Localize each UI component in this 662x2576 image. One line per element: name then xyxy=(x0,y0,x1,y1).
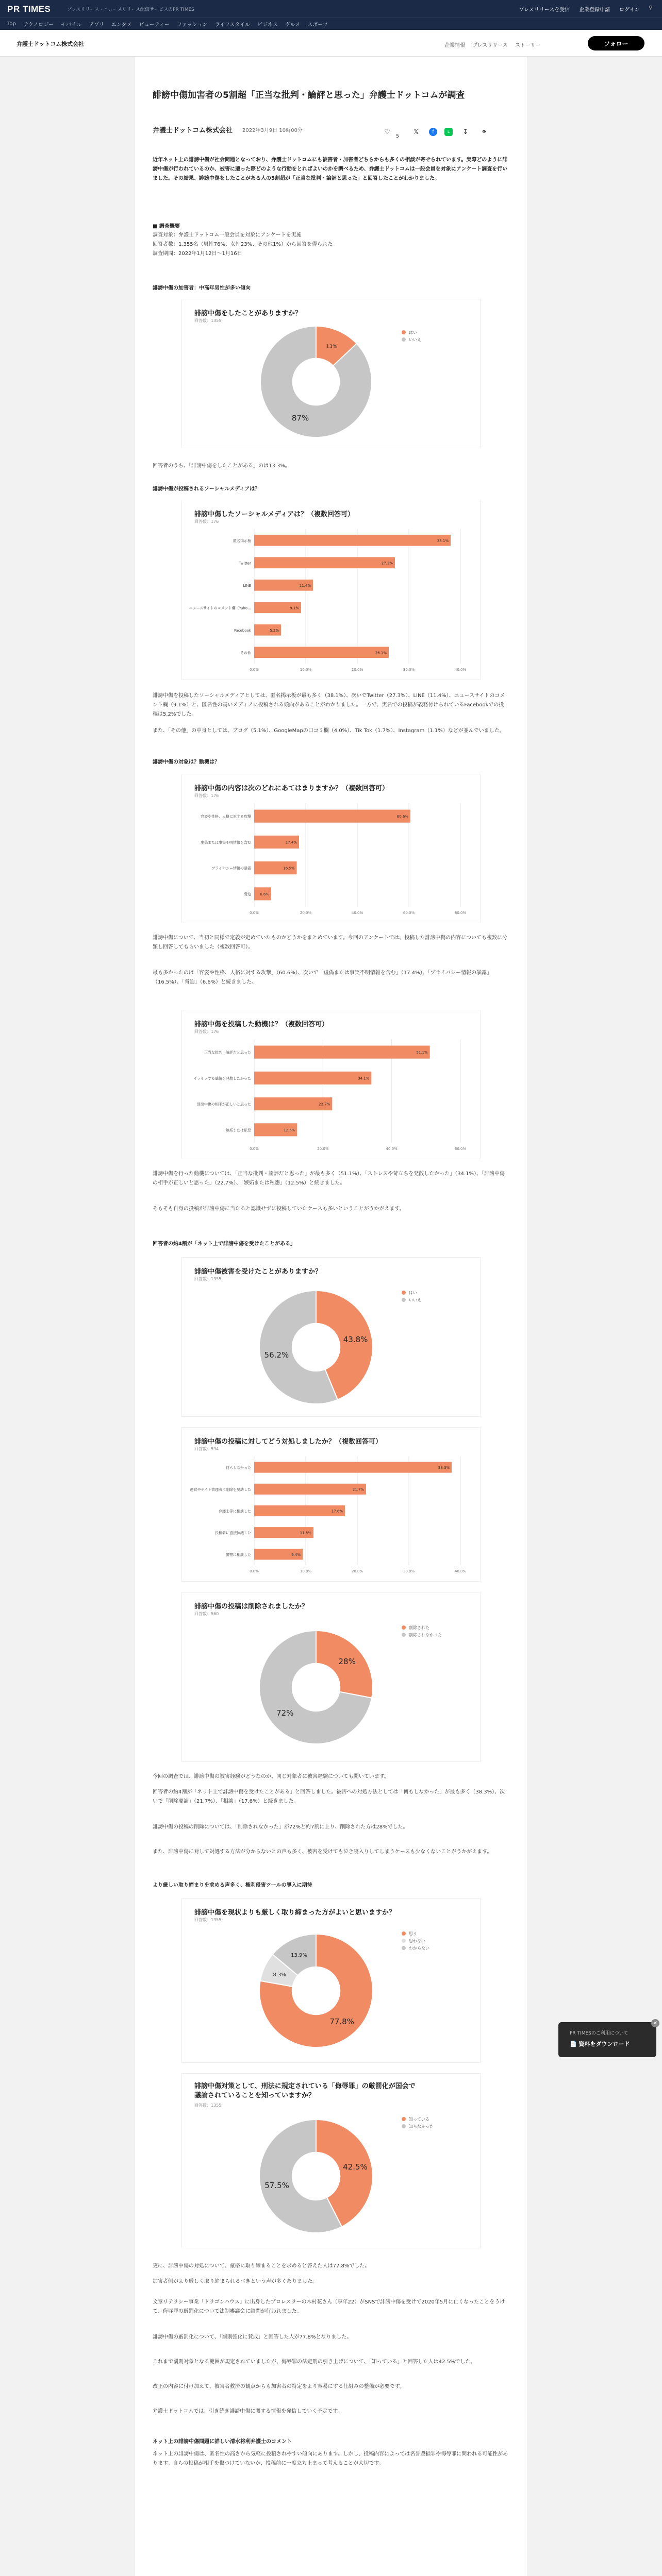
slice-label: 28% xyxy=(338,1657,356,1667)
tick-label: 40.0% xyxy=(454,668,467,672)
lead-paragraph: 近年ネット上の誹謗中傷が社会問題となっており、弁護士ドットコムにも被害者・加害者どちらからも多くの相談が寄せられています。実際どのように誹謗中傷が行われているのか、被害に遭った際どのような行動をとればよいのかを調べるため、弁護士ドットコムは一般会員を対象にアンケート調査を行いました。その結果、誹謗中傷をしたことがある人の5割超が「正当な批判・論評と思った」と回答したことがわかりました。 xyxy=(153,157,508,181)
heart-icon[interactable]: ♡ xyxy=(384,128,390,136)
legend-label: 思わない xyxy=(409,1939,425,1943)
tick-label: 20.0% xyxy=(300,911,312,915)
paragraph: 誹謗中傷を投稿したソーシャルメディアとしては、匿名掲示板が最も多く（38.1%）、次いでTwitter（27.3%）、LINE（11.4%）、ニュースサイトのコメント欄（9.1%）と、匿名性の高いメディアに投稿される傾向があることがわかりました。一方で、実名での投稿が義務付けられているFacebookでの投稿は5.2%でした。 xyxy=(153,693,505,717)
paragraph: 最も多かったのは「容姿や性格、人格に対する攻撃」（60.6%）、次いで「虚偽または事実不明情報を含む」（17.4%）、「プライバシー情報の暴露」（16.5%）、「脅迫」（6.6%）と続きました。 xyxy=(153,970,492,985)
category-label: ニュースサイトのコメント欄（Yaho… xyxy=(189,606,251,611)
article-date: 2022年3月9日 10時00分 xyxy=(242,128,303,133)
chart-subtitle: 回答数：176 xyxy=(194,1029,219,1034)
slice-label: 42.5% xyxy=(343,2162,368,2172)
chart-card xyxy=(181,774,481,923)
login-link[interactable]: ログイン xyxy=(619,7,640,13)
bar-value-label: 9.1% xyxy=(290,606,299,611)
chart-card xyxy=(181,1257,481,1417)
summary-line: 調査対象：弁護士ドットコム一般会員を対象にアンケートを実施 xyxy=(153,232,302,238)
summary-heading: ■ 調査概要 xyxy=(153,224,180,229)
legend-swatch xyxy=(402,1633,406,1637)
category-label: その他 xyxy=(240,651,251,655)
bar-value-label: 11.4% xyxy=(299,583,311,588)
nav-item[interactable]: ファッション xyxy=(176,22,208,28)
slice-label: 8.3% xyxy=(273,1972,286,1978)
paragraph: これまで罰則対象となる範囲が規定されていましたが、侮辱罪の法定刑の引き上げについて、「知っている」と回答した人は42.5%でした。 xyxy=(153,2359,476,2365)
category-label: 脅迫 xyxy=(244,892,251,896)
bar-value-label: 17.6% xyxy=(331,1509,343,1514)
chart-subtitle: 回答数：560 xyxy=(194,1612,219,1616)
legend-swatch xyxy=(402,2117,406,2121)
tick-label: 10.0% xyxy=(300,668,312,672)
bar-value-label: 16.5% xyxy=(283,866,295,871)
nav-item[interactable]: アプリ xyxy=(89,22,104,28)
summary-line: 回答者数：1,355名（男性76%、女性23%、その他1%）から回答を得られた。 xyxy=(153,242,338,247)
paragraph: 弁護士ドットコムでは、引き続き誹謗中傷に関する情報を発信していく予定です。 xyxy=(153,2409,343,2414)
bar xyxy=(254,647,389,658)
bar-chart xyxy=(182,525,481,677)
legend-label: 削除された xyxy=(409,1625,429,1630)
legend-swatch xyxy=(402,1931,406,1936)
tick-label: 20.0% xyxy=(351,1569,363,1573)
tick-label: 20.0% xyxy=(351,668,363,672)
legend-label: 思う xyxy=(409,1931,417,1936)
category-label: LINE xyxy=(243,583,251,588)
legend-label: 削除されなかった xyxy=(409,1633,442,1637)
document-icon: 📄 xyxy=(570,2041,579,2047)
section-heading: ネット上の誹謗中傷問題に詳しい清水将利弁護士のコメント xyxy=(153,2439,292,2445)
pie-chart xyxy=(182,1615,481,1759)
paragraph: 加害者側がより厳しく取り締まられるべきという声が多くありました。 xyxy=(153,2279,318,2284)
banner-line2 xyxy=(570,2040,630,2048)
category-label: Twitter xyxy=(239,561,251,566)
nav-item[interactable]: モバイル xyxy=(61,22,82,28)
chart-title: 誹謗中傷の内容は次のどれにあてはまりますか？（複数回答可） xyxy=(194,785,389,792)
chart-title: 誹謗中傷をしたことがありますか？ xyxy=(194,310,302,317)
bar-value-label: 22.7% xyxy=(319,1102,330,1107)
tick-label: 0.0% xyxy=(250,1147,259,1151)
paragraph: 誹謗中傷を行った動機については、「正当な批判・論評だと思った」が最も多く（51.1%）、「ストレスや苛立ちを発散したかった」（34.1%）、「誹謗中傷の相手が正しいと思った」（22.7%）、「嫉妬または私怨」（12.5%）と続きました。 xyxy=(153,1171,505,1186)
section-heading: 誹謗中傷の対象は？動機は？ xyxy=(153,759,220,765)
bar-value-label: 38.3% xyxy=(438,1466,450,1470)
chart-card xyxy=(181,500,481,680)
tick-label: 60.0% xyxy=(403,911,415,915)
chart-subtitle: 回答数：594 xyxy=(194,1447,219,1451)
legend-label: いいえ xyxy=(409,337,421,342)
pie-chart xyxy=(182,1921,481,2060)
line-share-icon[interactable]: L xyxy=(444,128,453,136)
nav-item[interactable]: スポーツ xyxy=(307,22,328,28)
slice-label: 77.8% xyxy=(329,2016,354,2026)
tick-label: 0.0% xyxy=(250,1569,259,1573)
tick-label: 0.0% xyxy=(250,911,259,915)
paragraph: 誹謗中傷について、当初と同様で定義が定めていたものかどうかをまとめています。今回のアンケートでは、投稿した誹謗中傷の内容についても複数に分類し回答してもらいました（複数回答可）。 xyxy=(153,935,507,950)
legend-label: はい xyxy=(409,330,417,335)
slice-label: 72% xyxy=(276,1708,294,1718)
legend-label: 知っている xyxy=(409,2117,429,2122)
category-label: イライラする感情を発散したかった xyxy=(193,1076,251,1081)
site-tagline: プレスリリース・ニュースリリース配信サービスのPR TIMES xyxy=(67,7,194,12)
tick-label: 40.0% xyxy=(351,911,363,915)
category-label: Facebook xyxy=(234,628,251,633)
pie-chart xyxy=(182,1280,481,1414)
pie-chart xyxy=(182,2107,481,2246)
category-nav xyxy=(0,18,662,30)
slice-label: 43.8% xyxy=(343,1334,368,1344)
slice-label: 13.9% xyxy=(291,1953,307,1959)
legend-swatch xyxy=(402,1625,406,1630)
article-company[interactable]: 弁護士ドットコム株式会社 xyxy=(153,127,233,134)
legend-swatch xyxy=(402,337,406,342)
like-count: 5 xyxy=(396,134,399,139)
bar-value-label: 6.6% xyxy=(260,892,269,896)
company-info-link[interactable]: 企業情報 xyxy=(444,43,465,48)
chart-subtitle: 回答数：1355 xyxy=(194,318,222,323)
follow-button[interactable]: フォロー xyxy=(588,36,644,50)
download-banner[interactable] xyxy=(558,2022,656,2057)
category-label: 何もしなかった xyxy=(226,1466,251,1470)
nav-item[interactable]: Top xyxy=(7,21,16,27)
bar-value-label: 12.5% xyxy=(284,1128,295,1132)
chart-card xyxy=(181,1010,481,1159)
article-title: 誹謗中傷加害者の5割超「正当な批判・論評と思った」弁護士ドットコムが調査 xyxy=(153,90,465,100)
bar-value-label: 11.5% xyxy=(300,1531,311,1535)
paragraph: 回答者の約4割が「ネット上で誹謗中傷を受けたことがある」と回答しました。被害への対処方法としては「何もしなかった」が最も多く（38.3%）、次いで「削除要請」（21.7%）、「相談」（17.6%）と続きました。 xyxy=(153,1789,505,1804)
paragraph: 誹謗中傷の厳罰化について、「罰則強化に賛成」と回答した人が77.8%となりました。 xyxy=(153,2334,352,2340)
bar-value-label: 26.1% xyxy=(375,651,387,655)
prtimes-logo[interactable]: PR TIMES xyxy=(7,4,51,14)
chart-title: 誹謗中傷対策として、刑法に規定されている「侮辱罪」の厳罰化が国会で議論されていることを知っていますか？ xyxy=(194,2082,416,2099)
chart-subtitle: 回答数：176 xyxy=(194,793,219,798)
x-share-icon[interactable]: 𝕏 xyxy=(413,128,419,136)
category-label: 匿名掲示板 xyxy=(233,538,251,543)
chart-subtitle: 回答数：176 xyxy=(194,519,219,524)
paragraph: 更に、誹謗中傷の対処について、厳格に取り締まることを求めると答えた人は77.8%でした。 xyxy=(153,2263,370,2269)
facebook-share-icon[interactable]: f xyxy=(429,128,437,136)
paragraph: 誹謗中傷の投稿の削除については、「削除されなかった」が72%と約7割に上り、削除された方は28%でした。 xyxy=(153,1824,408,1830)
banner-download-label: 資料をダウンロード xyxy=(578,2041,630,2047)
chart-title: 誹謗中傷を投稿した動機は？（複数回答可） xyxy=(194,1021,329,1028)
bar xyxy=(254,1046,430,1059)
nav-item[interactable]: エンタメ xyxy=(111,22,132,28)
category-label: 誹謗中傷の相手が正しいと思った xyxy=(197,1102,251,1107)
section-heading: 回答者の約4割が「ネット上で誹謗中傷を受けたことがある」 xyxy=(153,1241,295,1247)
section-heading: 誹謗中傷の加害者：中高年男性が多い傾向 xyxy=(153,285,251,291)
close-icon[interactable]: ✕ xyxy=(651,2019,659,2027)
tick-label: 30.0% xyxy=(403,1569,415,1573)
chart-subtitle: 回答数：1355 xyxy=(194,2103,222,2108)
category-label: 虚偽または事実不明情報を含む xyxy=(201,840,251,845)
legend-swatch xyxy=(402,2124,406,2128)
chart-card xyxy=(181,1898,481,2063)
article xyxy=(135,57,527,2576)
story-link[interactable]: ストーリー xyxy=(515,43,541,48)
bar-value-label: 60.6% xyxy=(396,815,408,819)
tick-label: 40.0% xyxy=(454,1569,467,1573)
chart-title: 誹謗中傷したソーシャルメディアは？（複数回答可） xyxy=(194,511,355,518)
header-right-links xyxy=(519,5,653,13)
slice-label: 57.5% xyxy=(264,2181,289,2191)
summary-line: 調査期間：2022年1月12日〜1月16日 xyxy=(153,251,242,257)
legend-swatch xyxy=(402,1946,406,1950)
chart-title: 誹謗中傷被害を受けたことがありますか？ xyxy=(194,1268,322,1276)
paragraph: ネット上の誹謗中傷は、匿名性の高さから気軽に投稿されやすい傾向にあります。しかし、投稿内容によっては名誉毀損罪や侮辱罪に問われる可能性があります。自らの投稿が相手を傷つけていないか、投稿前に一度立ち止まって考えることが大切です。 xyxy=(153,2451,508,2466)
chart-card xyxy=(181,299,481,448)
pie-chart xyxy=(182,320,481,444)
chart-card xyxy=(181,1592,481,1762)
category-label: 弁護士等に相談した xyxy=(219,1509,251,1514)
bar-value-label: 27.3% xyxy=(381,561,393,566)
bar-value-label: 51.1% xyxy=(416,1050,428,1055)
nav-item[interactable]: ビューティー xyxy=(139,22,170,28)
bar xyxy=(254,1462,452,1473)
search-icon[interactable]: ⚲ xyxy=(649,5,653,11)
bar-chart xyxy=(182,1035,481,1156)
slice-label: 56.2% xyxy=(264,1350,289,1360)
bar-value-label: 5.2% xyxy=(270,628,279,633)
nav-item[interactable]: テクノロジー xyxy=(23,22,54,28)
tick-label: 60.0% xyxy=(454,1147,467,1151)
slice-label: 87% xyxy=(291,413,309,423)
paragraph: 今回の調査では、誹謗中傷の被害経験がどうなのか、同じ対象者に被害経験についても聞いています。 xyxy=(153,1774,389,1780)
company-register-link[interactable]: 企業登録申請 xyxy=(579,7,610,13)
nav-item[interactable]: ライフスタイル xyxy=(214,22,251,28)
category-label: 運営やサイト管理者に削除を要請した xyxy=(190,1487,251,1492)
tick-label: 80.0% xyxy=(454,911,467,915)
legend-label: 知らなかった xyxy=(409,2124,434,2129)
tick-label: 10.0% xyxy=(300,1569,312,1573)
category-label: 正当な批判・論評だと思った xyxy=(204,1050,251,1055)
bar-value-label: 38.1% xyxy=(437,538,449,543)
section-heading: より厳しい取り締まりを求める声多く、権利侵害ツールの導入に期待 xyxy=(153,1883,312,1888)
bar xyxy=(254,1072,371,1084)
bar xyxy=(254,535,451,546)
download-icon[interactable]: ↧ xyxy=(462,128,469,136)
paragraph: 文章リテラシー事業「ドラゴンハウス」に出身したプロレスラーの木村花さん（享年22）がSNSで誹謗中傷を受けて2020年5月に亡くなったことをうけて、侮辱罪の厳罰化について法制審議会に諮問が行われました。 xyxy=(153,2299,505,2314)
chart-card xyxy=(181,2073,481,2248)
category-label: 容姿や性格、人格に対する攻撃 xyxy=(201,815,251,819)
nav-item[interactable]: グルメ xyxy=(285,22,301,28)
banner-line1: PR TIMESのご利用について xyxy=(570,2031,628,2036)
paragraph: そもそも自身の投稿が誹謗中傷に当たると認識せずに投稿していたケースも多いということがうかがえます。 xyxy=(153,1206,405,1212)
legend-swatch xyxy=(402,1939,406,1943)
chart-subtitle: 回答数：1355 xyxy=(194,1918,222,1922)
bar-chart xyxy=(182,799,481,920)
paragraph: 改正の内容に付け加えて、被害者救済の観点からも加害者の特定をより容易にする仕組みの整備が必要です。 xyxy=(153,2384,405,2389)
category-label: 投稿者に直接抗議した xyxy=(215,1531,251,1535)
chart-subtitle: 回答数：1355 xyxy=(194,1277,222,1281)
bar xyxy=(254,1484,366,1495)
chart-title: 誹謗中傷の投稿は削除されましたか？ xyxy=(194,1603,309,1611)
bar-value-label: 34.1% xyxy=(358,1076,370,1081)
chart-card xyxy=(181,1427,481,1582)
chart-title: 誹謗中傷の投稿に対してどう対処しましたか？（複数回答可） xyxy=(194,1438,383,1446)
bar-value-label: 9.4% xyxy=(291,1552,301,1557)
paragraph: また、「その他」の中身としては、ブログ（5.1%）、GoogleMapの口コミ欄（4.0%）、Tik Tok（1.7%）、Instagram（1.1%）などが並んでいました。 xyxy=(153,728,505,734)
section-heading: 誹謗中傷が投稿されるソーシャルメディアは？ xyxy=(153,486,260,492)
legend-swatch xyxy=(402,1298,406,1302)
share-icons xyxy=(382,122,490,142)
top-bar xyxy=(0,0,662,18)
legend-label: いいえ xyxy=(409,1298,421,1302)
legend-swatch xyxy=(402,330,406,334)
paragraph: また、誹謗中傷に対して対処する方法が分からないとの声も多く、被害を受けても泣き寝入りしてしまうケースも少なくないことがうかがえます。 xyxy=(153,1849,492,1855)
bar-value-label: 21.7% xyxy=(352,1487,364,1492)
legend-label: わからない xyxy=(409,1946,429,1951)
tick-label: 40.0% xyxy=(386,1147,398,1151)
category-label: プライバシー情報の暴露 xyxy=(211,866,251,871)
link-icon[interactable]: ⚭ xyxy=(481,128,487,136)
bar-chart xyxy=(182,1452,481,1579)
bar-value-label: 17.4% xyxy=(285,840,297,845)
bar xyxy=(254,557,395,568)
company-name-link[interactable]: 弁護士ドットコム株式会社 xyxy=(16,41,85,47)
press-release-link[interactable]: プレスリリース xyxy=(472,43,508,48)
category-label: 嫉妬または私怨 xyxy=(226,1128,251,1132)
slice-label: 13% xyxy=(326,344,338,350)
bar xyxy=(254,810,410,823)
tick-label: 30.0% xyxy=(403,668,415,672)
chart-title: 誹謗中傷を現状よりも厳しく取り締まった方がよいと思いますか？ xyxy=(194,1909,396,1917)
paragraph: 回答者のうち、「誹謗中傷をしたことがある」のは13.3%。 xyxy=(153,463,290,469)
legend-label: はい xyxy=(409,1291,417,1295)
tick-label: 20.0% xyxy=(317,1147,329,1151)
nav-item[interactable]: ビジネス xyxy=(257,22,278,28)
receive-press-link[interactable]: プレスリリースを受信 xyxy=(519,7,570,13)
company-header xyxy=(0,30,662,57)
category-label: 警察に相談した xyxy=(226,1552,251,1557)
legend-swatch xyxy=(402,1291,406,1295)
tick-label: 0.0% xyxy=(250,668,259,672)
